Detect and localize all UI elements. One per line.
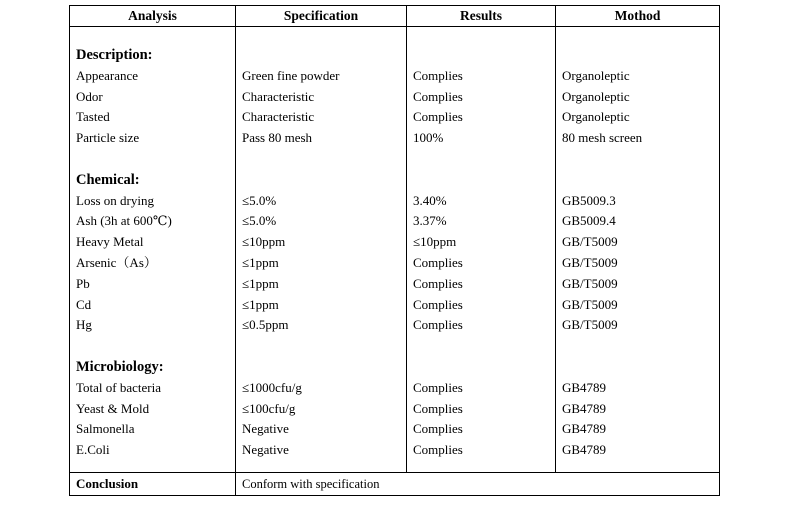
section-title-spacer — [562, 45, 719, 66]
method-cell: Organoleptic — [562, 109, 630, 125]
section-title-spacer — [242, 357, 406, 378]
results-cell: Complies — [413, 421, 463, 437]
results-cell: 100% — [413, 130, 444, 146]
results-cell: 3.37% — [413, 213, 447, 229]
results-cell: ≤10ppm — [413, 234, 457, 250]
analysis-cell: Total of bacteria — [76, 379, 161, 395]
specification-cell: ≤10ppm — [242, 234, 286, 250]
method-cell: GB5009.3 — [562, 192, 616, 208]
results-cell: Complies — [413, 296, 463, 312]
section-gap — [242, 149, 406, 170]
method-cell: GB/T5009 — [562, 275, 618, 291]
coa-table — [69, 5, 720, 496]
analysis-cell: Particle size — [76, 130, 140, 146]
specification-cell: Negative — [242, 421, 289, 437]
analysis-cell: Arsenic（As） — [76, 254, 157, 270]
method-cell: GB/T5009 — [562, 296, 618, 312]
results-cell: Complies — [413, 275, 463, 291]
analysis-cell: E.Coli — [76, 442, 110, 458]
specification-cell: ≤1ppm — [242, 254, 279, 270]
conclusion-value: Conform with specification — [236, 472, 720, 495]
specification-cell: Characteristic — [242, 88, 315, 104]
specification-cell: Green fine powder — [242, 67, 340, 83]
specification-cell: ≤1ppm — [242, 296, 279, 312]
conclusion-row — [70, 472, 720, 495]
analysis-cell: Pb — [76, 275, 90, 291]
results-column — [407, 27, 556, 473]
specification-column — [236, 27, 407, 473]
results-cell: Complies — [413, 442, 463, 458]
header-row — [70, 6, 720, 27]
section-title: Chemical: — [76, 171, 140, 188]
specification-cell: Pass 80 mesh — [242, 130, 313, 146]
analysis-cell: Odor — [76, 88, 103, 104]
method-cell: GB4789 — [562, 442, 607, 458]
analysis-cell: Salmonella — [76, 421, 135, 437]
header-results: Results — [407, 6, 556, 27]
section-title-spacer — [562, 170, 719, 191]
results-cell: Complies — [413, 109, 463, 125]
results-cell: Complies — [413, 67, 463, 83]
method-cell: GB5009.4 — [562, 213, 616, 229]
results-cell: Complies — [413, 254, 463, 270]
results-cell: Complies — [413, 88, 463, 104]
analysis-cell: Tasted — [76, 109, 110, 125]
analysis-cell: Appearance — [76, 67, 139, 83]
specification-cell: ≤5.0% — [242, 213, 277, 229]
specification-cell: ≤0.5ppm — [242, 317, 289, 333]
analysis-cell: Hg — [76, 317, 92, 333]
results-cell: Complies — [413, 317, 463, 333]
method-cell: GB/T5009 — [562, 254, 618, 270]
section-title-spacer — [562, 357, 719, 378]
method-cell: GB4789 — [562, 379, 607, 395]
method-cell: Organoleptic — [562, 88, 630, 104]
body-row — [70, 27, 720, 473]
specification-cell: ≤1ppm — [242, 275, 279, 291]
section-gap — [76, 149, 235, 170]
section-gap — [413, 336, 555, 357]
section-title-spacer — [413, 357, 555, 378]
analysis-column — [70, 27, 236, 473]
section-gap — [562, 336, 719, 357]
method-column — [556, 27, 720, 473]
section-title: Microbiology: — [76, 358, 164, 375]
section-title-spacer — [242, 45, 406, 66]
section-title-spacer — [413, 45, 555, 66]
header-analysis: Analysis — [70, 6, 236, 27]
section-title-spacer — [242, 170, 406, 191]
header-specification: Specification — [236, 6, 407, 27]
analysis-cell: Cd — [76, 296, 92, 312]
method-cell: GB4789 — [562, 400, 607, 416]
section-gap — [76, 336, 235, 357]
method-cell: GB/T5009 — [562, 234, 618, 250]
analysis-cell: Loss on drying — [76, 192, 154, 208]
results-cell: Complies — [413, 379, 463, 395]
section-title: Description: — [76, 47, 153, 63]
section-gap — [242, 336, 406, 357]
specification-cell: Characteristic — [242, 109, 315, 125]
section-gap — [413, 149, 555, 170]
specification-cell: ≤1000cfu/g — [242, 379, 302, 395]
specification-cell: ≤5.0% — [242, 192, 277, 208]
specification-cell: ≤100cfu/g — [242, 400, 296, 416]
analysis-cell: Ash (3h at 600℃) — [76, 213, 172, 229]
section-title-spacer — [413, 170, 555, 191]
method-cell: Organoleptic — [562, 67, 630, 83]
results-cell: 3.40% — [413, 192, 447, 208]
method-cell: 80 mesh screen — [562, 130, 643, 146]
analysis-cell: Heavy Metal — [76, 234, 144, 250]
header-method: Mothod — [556, 6, 720, 27]
analysis-cell: Yeast & Mold — [76, 400, 150, 416]
method-cell: GB/T5009 — [562, 317, 618, 333]
conclusion-label: Conclusion — [70, 472, 236, 495]
section-gap — [562, 149, 719, 170]
method-cell: GB4789 — [562, 421, 607, 437]
specification-cell: Negative — [242, 442, 289, 458]
results-cell: Complies — [413, 400, 463, 416]
